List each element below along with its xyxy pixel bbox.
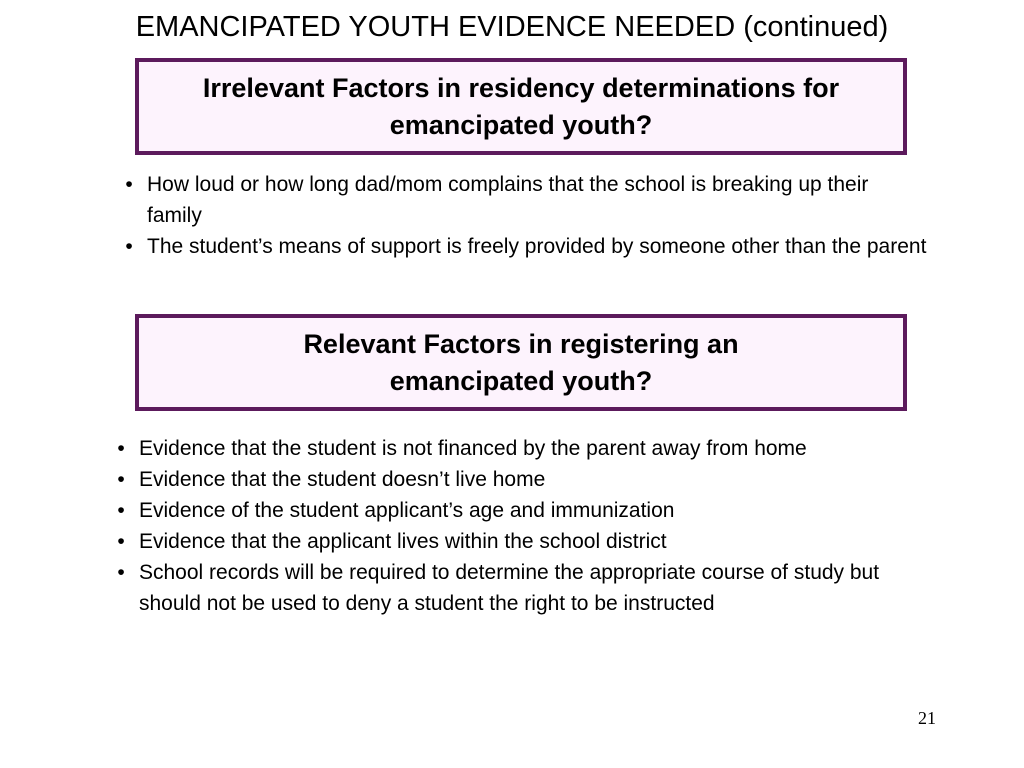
bullet-icon: • — [117, 499, 125, 522]
irrelevant-heading-line-2: emancipated youth? — [389, 109, 653, 140]
list-item-text: How loud or how long dad/mom complains that the school is breaking up their family — [147, 173, 869, 227]
relevant-factors-list — [111, 433, 911, 619]
list-item-text: School records will be required to determine the appropriate course of study but should not be used to deny a student the right to be instructed — [139, 561, 880, 615]
bullet-icon: • — [117, 437, 125, 460]
list-item — [119, 231, 929, 262]
irrelevant-factors-heading-box — [135, 58, 907, 155]
bullet-icon: • — [117, 530, 125, 553]
list-item-text: Evidence of the student applicant’s age and immunization — [139, 499, 675, 522]
bullet-icon: • — [125, 173, 133, 196]
list-item-text: The student’s means of support is freely provided by someone other than the parent — [147, 235, 927, 258]
relevant-heading-line-2: emancipated youth? — [389, 365, 653, 396]
bullet-icon: • — [117, 468, 125, 491]
irrelevant-factors-list — [119, 169, 929, 262]
irrelevant-heading-line-1: Irrelevant Factors in residency determinations for — [202, 72, 840, 103]
list-item — [111, 433, 911, 464]
list-item — [111, 495, 911, 526]
list-item-text: Evidence that the applicant lives within the school district — [139, 530, 667, 553]
list-item-text: Evidence that the student doesn’t live home — [139, 468, 546, 491]
list-item — [111, 464, 911, 495]
list-item-text: Evidence that the student is not financed by the parent away from home — [139, 437, 807, 460]
relevant-factors-heading-box — [135, 314, 907, 411]
bullet-icon: • — [117, 561, 125, 584]
page-number: 21 — [918, 708, 936, 728]
list-item — [111, 557, 911, 619]
relevant-heading-line-1: Relevant Factors in registering an — [303, 328, 739, 359]
list-item — [111, 526, 911, 557]
slide-title: EMANCIPATED YOUTH EVIDENCE NEEDED (continued) — [135, 11, 889, 43]
bullet-icon: • — [125, 235, 133, 258]
list-item — [119, 169, 929, 231]
